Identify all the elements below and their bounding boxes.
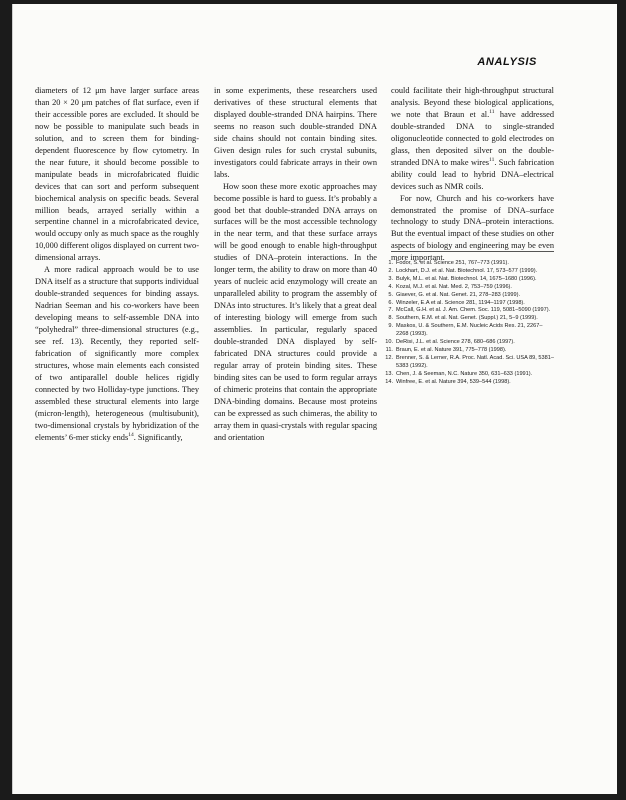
paragraph: diameters of 12 μm have larger surface areas than 20 × 20 μm patches of flat surface, even if their accessible pores are excluded. It should be now be possible to manipulate such beads in solution, and to screen them for binding-dependent fluorescence by flow cytometry. In the near future, it should become possible to manipulate beads in microfabricated fluidic devices that can sort and perform subsequent biochemical analysis on specific beads. Several million beads, arrayed serially within a serpentine channel in a microfabricated device, would occupy only as much space as the roughly 10,000 different oligos displayed on current two-dimensional arrays. bbox=[35, 86, 199, 263]
reference-item: 1. Fodor, S. et al. Science 251, 767–773 (1991). bbox=[388, 260, 509, 266]
paragraph: A more radical approach would be to use DNA itself as a structure that supports individual double-stranded sequences for binding assays. Nadrian Seeman and his co-workers have been developing means to self-assemble DNA into “polyhedral” three-dimensional structures (e.g., see ref. 13). Recently, they reported self-fabrication of significantly more complex structures, whose main elements each consisted of two antiparallel double helices rigidly connected by two Holliday-type junctions. They assembled these structural elements into large (micron-length), heterogeneous (multisubunit), two-dimensional crystals by hybridization of the elements’ 6-mer sticky ends$^{14}$. Significantly, bbox=[35, 265, 199, 442]
reference-item: 14. Winfree, E. et al. Nature 394, 539–544 (1998). bbox=[385, 378, 511, 385]
reference-item: 10. DeRisi, J.L. et al. Science 278, 680–686 (1997). bbox=[385, 339, 515, 346]
paragraph: could facilitate their high-throughput structural analysis. Beyond these biological applications, we note that Braun et al.$^{11}$ have addressed double-stranded DNA to single-stranded oligonucleotide connected to gold electrodes on glass, then deposited silver on the double-stranded DNA to make wires$^{11}$. Such fabrication ability could lead to hybrid DNA–electrical devices such as NMR coils. bbox=[391, 86, 554, 191]
reference-item: 2. Lockhart, D.J. et al. Nat. Biotechnol. 17, 573–577 (1999). bbox=[388, 267, 538, 274]
citation-superscript: 14 bbox=[128, 431, 134, 438]
reference-item: 11. Braun, E. et al. Nature 391, 775–778 (1998). bbox=[385, 346, 507, 353]
paragraph: For now, Church and his co-workers have demonstrated the promise of DNA–surface technology to study DNA–protein interactions. But the eventual impact of these studies on other aspects of biology and engineering may be even more important. bbox=[391, 193, 554, 263]
references-divider bbox=[391, 251, 554, 252]
citation-superscript: 11 bbox=[489, 156, 495, 163]
citation-superscript: 11 bbox=[489, 109, 495, 116]
reference-item: 3. Bulyk, M.L. et al. Nat. Biotechnol. 14, 1675–1680 (1996). bbox=[388, 275, 537, 282]
reference-item: 4. Kozal, M.J. et al. Nat. Med. 2, 753–759 (1996). bbox=[388, 283, 512, 290]
reference-list bbox=[385, 260, 554, 387]
reference-item: 7. McCall, G.H. et al. J. Am. Chem. Soc. 119, 5081–5090 (1997). bbox=[388, 307, 551, 314]
section-header: ANALYSIS bbox=[477, 56, 537, 68]
journal-page bbox=[12, 4, 617, 794]
text-column-3 bbox=[391, 85, 554, 264]
text-column-1 bbox=[35, 85, 199, 444]
text-column-2 bbox=[214, 85, 377, 444]
reference-item: 8. Southern, E.M. et al. Nat. Genet. (Suppl.) 21, 5–9 (1999). bbox=[388, 315, 538, 322]
reference-item: 5. Giaever, G. et al. Nat. Genet. 21, 278–283 (1999). bbox=[388, 291, 521, 298]
reference-item: 13. Chen, J. & Seeman, N.C. Nature 350, 631–633 (1991). bbox=[385, 370, 533, 377]
paragraph: How soon these more exotic approaches may become possible is hard to guess. It’s probably a good bet that double-stranded DNA arrays on surfaces will be the most accessible technology in the near term, and that these surface arrays will be good enough to enable high-throughput studies of DNA–protein interactions. In the longer term, the ability to draw on more than 40 years of nucleic acid enzymology will create an unparalleled ability to program the assembly of DNAs into structures. It’s likely that a great deal of interesting biology will emerge from such assemblies. In particular, regularly spaced double-stranded DNA displayed by self-fabricated DNA structures could provide a regular array of protein binding sites. These binding sites can be used to form regular arrays of chimeric proteins that contain the appropriate DNA-binding domains. Because most proteins can be expressed as such chimeras, the ability to array them in quasi-crystals with regular spacing and orientation bbox=[214, 181, 377, 442]
paragraph: in some experiments, these researchers used derivatives of these structural elements that displayed double-stranded DNA hairpins. There seems no reason such double-stranded DNA side chains should not contain binding sites. Given design rules for such crystal subunits, investigators could fabricate arrays in their own labs. bbox=[214, 86, 377, 179]
reference-item: 12. Brenner, S. & Lerner, R.A. Proc. Natl. Acad. Sci. USA 89, 5381–5383 (1992). bbox=[385, 354, 554, 369]
reference-item: 9. Maskos, U. & Southern, E.M. Nucleic Acids Res. 21, 2267–2268 (1993). bbox=[388, 323, 543, 338]
reference-item: 6. Winzeler, E.A et al. Science 281, 1194–1197 (1998). bbox=[388, 299, 525, 306]
